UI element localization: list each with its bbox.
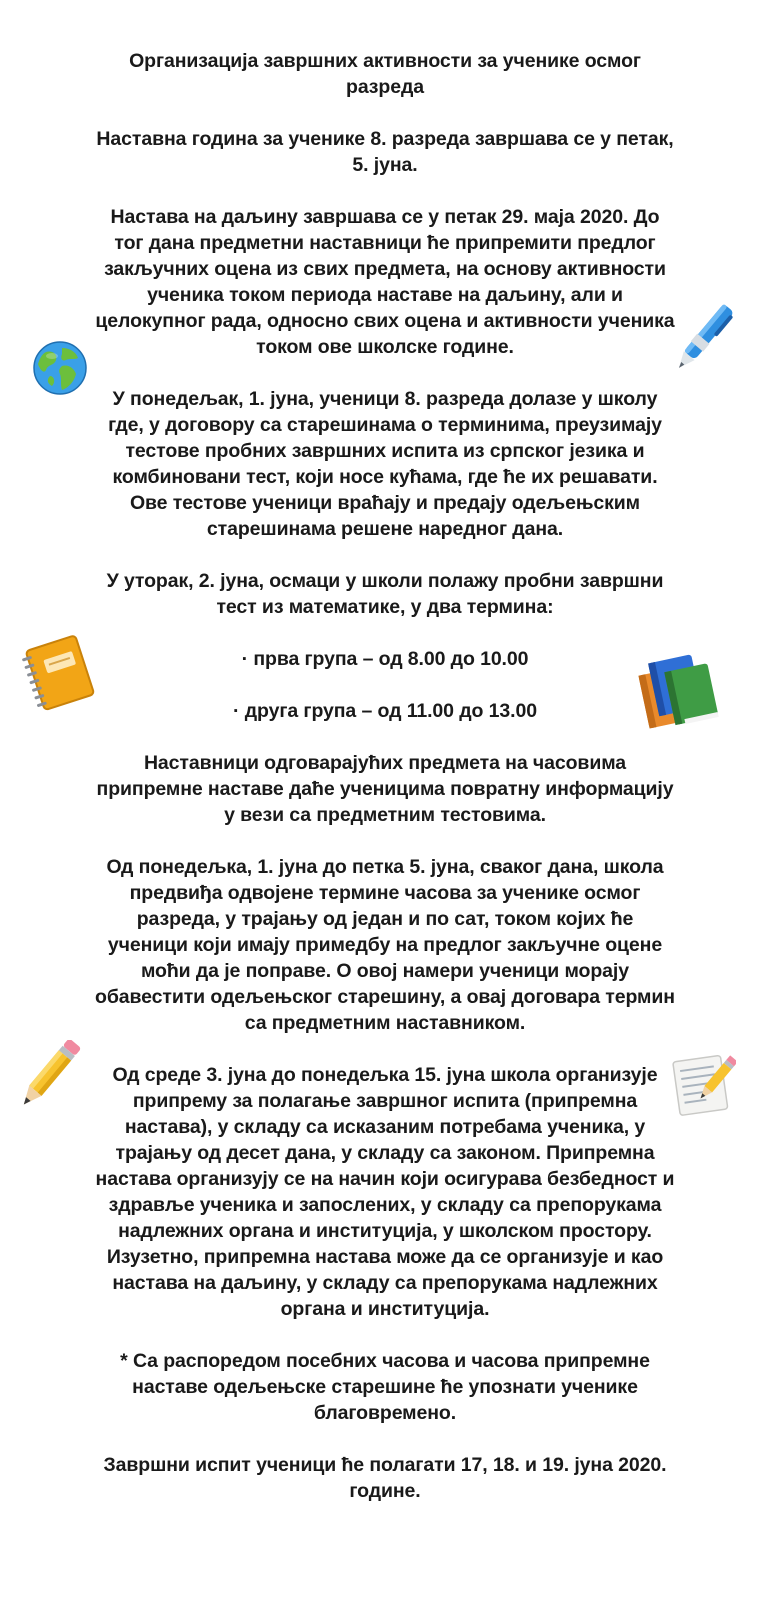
paragraph-distance-learning: Настава на даљину завршава се у петак 29. маја 2020. До тог дана предметни наставници ће припремити предлог закључних оцена из свих предмета, на основу активности ученика током периода наставе на даљину, али и целокупног рада, односно свих оцена и активности ученика током ове школске године. bbox=[95, 206, 675, 358]
list-item-group-one: · прва група – од 8.00 до 10.00 bbox=[241, 648, 529, 670]
books-icon bbox=[632, 648, 722, 730]
paragraph-school-year-end: Наставна година за ученике 8. разреда завршава се у петак, 5. јуна. bbox=[96, 128, 674, 176]
pencil-icon bbox=[10, 1040, 88, 1112]
globe-icon bbox=[32, 340, 88, 396]
memo-icon bbox=[670, 1050, 736, 1116]
paragraph-final-exam-dates: Завршни испит ученици ће полагати 17, 18. и 19. јуна 2020. године. bbox=[103, 1454, 667, 1502]
paragraph-monday-tests: У понедељак, 1. јуна, ученици 8. разреда долазе у школу где, у договору са старешинама о терминима, преузимају тестове пробних завршних испита из српског језика и комбиновани тест, који носе кућама, где ће их решавати. Ове тестове ученици враћају и предају одељењским старешинама решене наредног дана. bbox=[108, 388, 662, 540]
paragraph-grade-improvement: Од понедељка, 1. јуна до петка 5. јуна, сваког дана, школа предвиђа одвојене термине часова за ученике осмог разреда, у трајању од један и по сат, током којих ће ученици који имају примедбу на предлог закључне оцене моћи да је поправе. О овој намери ученици морају обавестити одељењског старешину, а овај договара термин са предметним наставником. bbox=[95, 856, 675, 1034]
list-item-group-two: · друга група – од 11.00 до 13.00 bbox=[233, 700, 537, 722]
pen-icon bbox=[668, 295, 740, 381]
paragraph-preparatory-classes: Од среде 3. јуна до понедељка 15. јуна школа организује припрему за полагање завршног испита (припремна настава), у складу са исказаним потребама ученика, у трајању од десет дана, у складу са законом. Припремна настава организују се на начин који осигурава безбедност и здравље ученика и запослених, у складу са препорукама надлежних органа и институција, у школском простору. Изузетно, припремна настава може да се организује и као настава на даљину, у складу са препорукама надлежних органа и институција. bbox=[95, 1064, 675, 1320]
document-title: Организација завршних активности за ученике осмог разреда bbox=[129, 50, 641, 98]
notebook-icon bbox=[18, 632, 100, 714]
paragraph-tuesday-math: У уторак, 2. јуна, осмаци у школи полажу пробни завршни тест из математике, у два термина: bbox=[106, 570, 664, 618]
paragraph-schedule-note: * Са распоредом посебних часова и часова припремне наставе одељењске старешине ће упознати ученике благовремено. bbox=[120, 1350, 650, 1424]
paragraph-teacher-feedback: Наставници одговарајућих предмета на часовима припремне наставе даће ученицима повратну информацију у вези са предметним тестовима. bbox=[96, 752, 674, 826]
document-body bbox=[95, 48, 675, 1530]
